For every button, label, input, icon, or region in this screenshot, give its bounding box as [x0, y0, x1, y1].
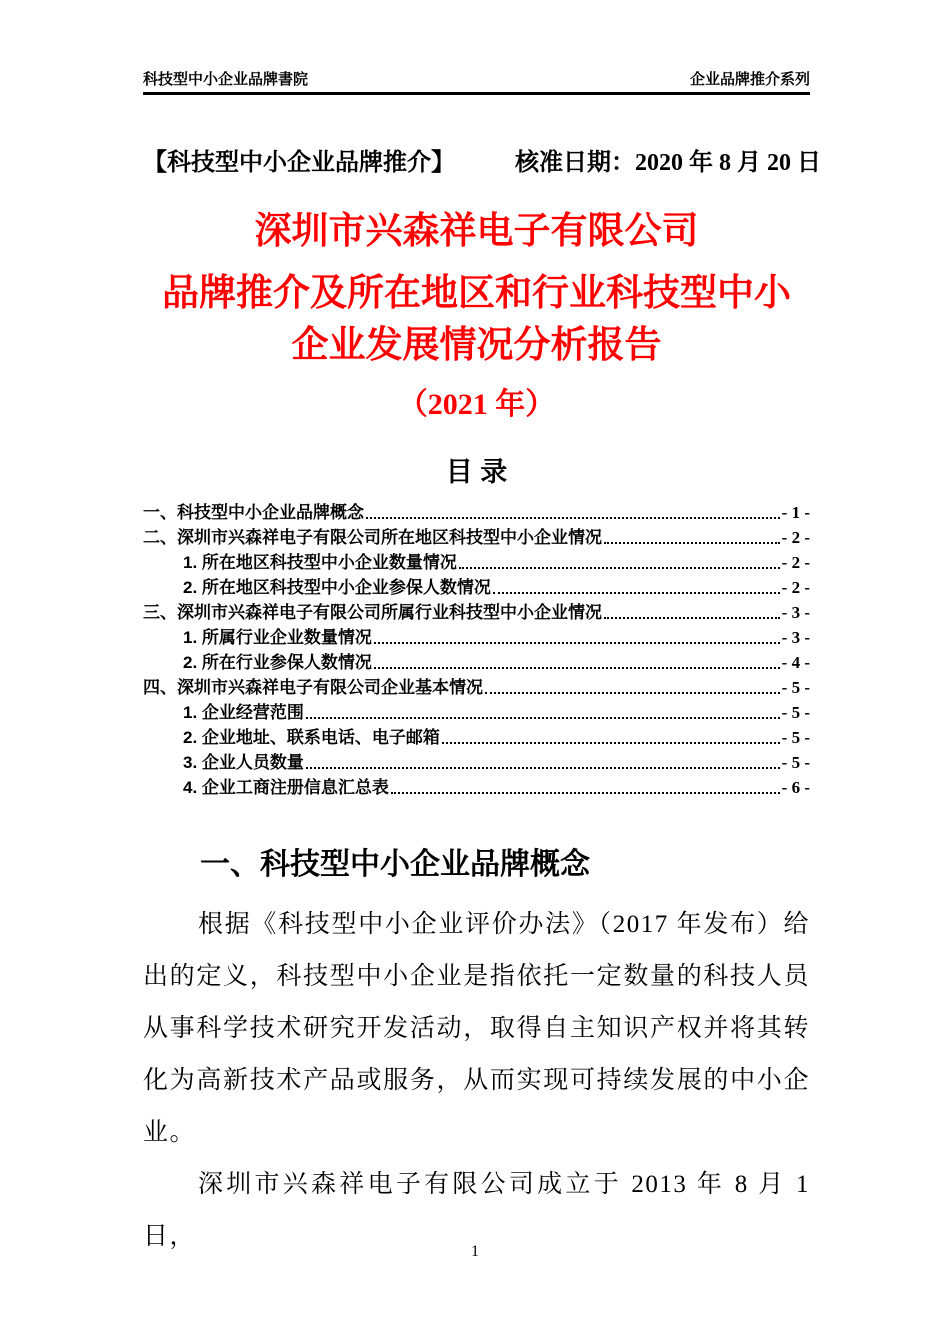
toc-entry[interactable]	[143, 775, 810, 800]
toc-list	[143, 500, 810, 800]
toc-entry[interactable]	[143, 625, 810, 650]
toc-entry-label: 四、深圳市兴森祥电子有限公司企业基本情况	[143, 678, 483, 697]
section-heading: 一、科技型中小企业品牌概念	[200, 848, 590, 881]
header-divider-rule	[143, 92, 810, 95]
toc-entry-label: 二、深圳市兴森祥电子有限公司所在地区科技型中小企业情况	[143, 528, 602, 547]
toc-entry[interactable]	[143, 600, 810, 625]
toc-entry[interactable]	[143, 700, 810, 725]
toc-entry[interactable]	[143, 675, 810, 700]
toc-entry[interactable]	[143, 725, 810, 750]
toc-heading: 目 录	[445, 457, 508, 487]
company-title: 深圳市兴森祥电子有限公司	[254, 210, 699, 251]
toc-entry-page: - 1 -	[781, 503, 810, 522]
body-paragraph-2: 深圳市兴森祥电子有限公司成立于 2013 年 8 月 1 日，	[143, 1171, 810, 1250]
report-subtitle	[143, 267, 810, 371]
toc-entry-page: - 4 -	[781, 653, 810, 672]
toc-entry-label: 2. 所在地区科技型中小企业参保人数情况	[183, 578, 491, 597]
toc-entry-page: - 5 -	[781, 753, 810, 772]
toc-entry-label: 2. 企业地址、联系电话、电子邮箱	[183, 728, 440, 747]
toc-entry-page: - 2 -	[781, 578, 810, 597]
toc-entry[interactable]	[143, 550, 810, 575]
approval-date: 核准日期：2020 年 8 月 20 日	[515, 150, 821, 176]
toc-entry-page: - 5 -	[781, 678, 810, 697]
toc-entry-page: - 3 -	[781, 628, 810, 647]
toc-leader-dots	[459, 567, 780, 569]
toc-entry-page: - 2 -	[781, 528, 810, 547]
toc-entry-page: - 3 -	[781, 603, 810, 622]
page-number: 1	[471, 1243, 479, 1260]
toc-entry-label: 3. 企业人员数量	[183, 753, 304, 772]
toc-leader-dots	[442, 742, 780, 744]
series-label: 【科技型中小企业品牌推介】	[143, 149, 455, 176]
toc-leader-dots	[366, 517, 780, 519]
toc-entry[interactable]	[143, 575, 810, 600]
toc-leader-dots	[391, 792, 780, 794]
toc-entry-label: 4. 企业工商注册信息汇总表	[183, 778, 389, 797]
toc-entry-label: 一、科技型中小企业品牌概念	[143, 503, 364, 522]
toc-entry[interactable]	[143, 500, 810, 525]
toc-entry-label: 三、深圳市兴森祥电子有限公司所属行业科技型中小企业情况	[143, 603, 602, 622]
toc-entry-label: 1. 所在地区科技型中小企业数量情况	[183, 553, 457, 572]
toc-entry[interactable]	[143, 525, 810, 550]
toc-entry[interactable]	[143, 750, 810, 775]
report-year: （2021 年）	[397, 388, 556, 421]
header-right-text: 企业品牌推介系列	[689, 71, 810, 88]
report-subtitle-line2: 企业发展情况分析报告	[291, 324, 662, 365]
toc-leader-dots	[374, 667, 780, 669]
section-body	[143, 899, 810, 1263]
toc-entry-label: 2. 所在行业参保人数情况	[183, 653, 372, 672]
header-left-text: 科技型中小企业品牌書院	[143, 71, 309, 88]
toc-entry-page: - 5 -	[781, 728, 810, 747]
meta-line	[143, 148, 821, 178]
toc-entry[interactable]	[143, 650, 810, 675]
toc-leader-dots	[604, 542, 780, 544]
toc-entry-page: - 2 -	[781, 553, 810, 572]
toc-leader-dots	[485, 692, 780, 694]
title-block	[143, 207, 810, 425]
toc-leader-dots	[493, 592, 780, 594]
toc-leader-dots	[604, 617, 780, 619]
toc-entry-label: 1. 企业经营范围	[183, 703, 304, 722]
report-subtitle-line1: 品牌推介及所在地区和行业科技型中小	[162, 272, 791, 313]
toc-entry-page: - 5 -	[781, 703, 810, 722]
toc-leader-dots	[306, 717, 780, 719]
body-paragraph-1: 根据《科技型中小企业评价办法》（2017 年发布）给出的定义，科技型中小企业是指依托一定数量的科技人员从事科学技术研究开发活动，取得自主知识产权并将其转化为高新技术产品或服务，从而实现可持续发展的中小企业。	[143, 911, 810, 1146]
running-header	[143, 0, 810, 89]
toc-leader-dots	[306, 767, 780, 769]
toc-entry-label: 1. 所属行业企业数量情况	[183, 628, 372, 647]
toc-leader-dots	[374, 642, 780, 644]
toc-entry-page: - 6 -	[781, 778, 810, 797]
